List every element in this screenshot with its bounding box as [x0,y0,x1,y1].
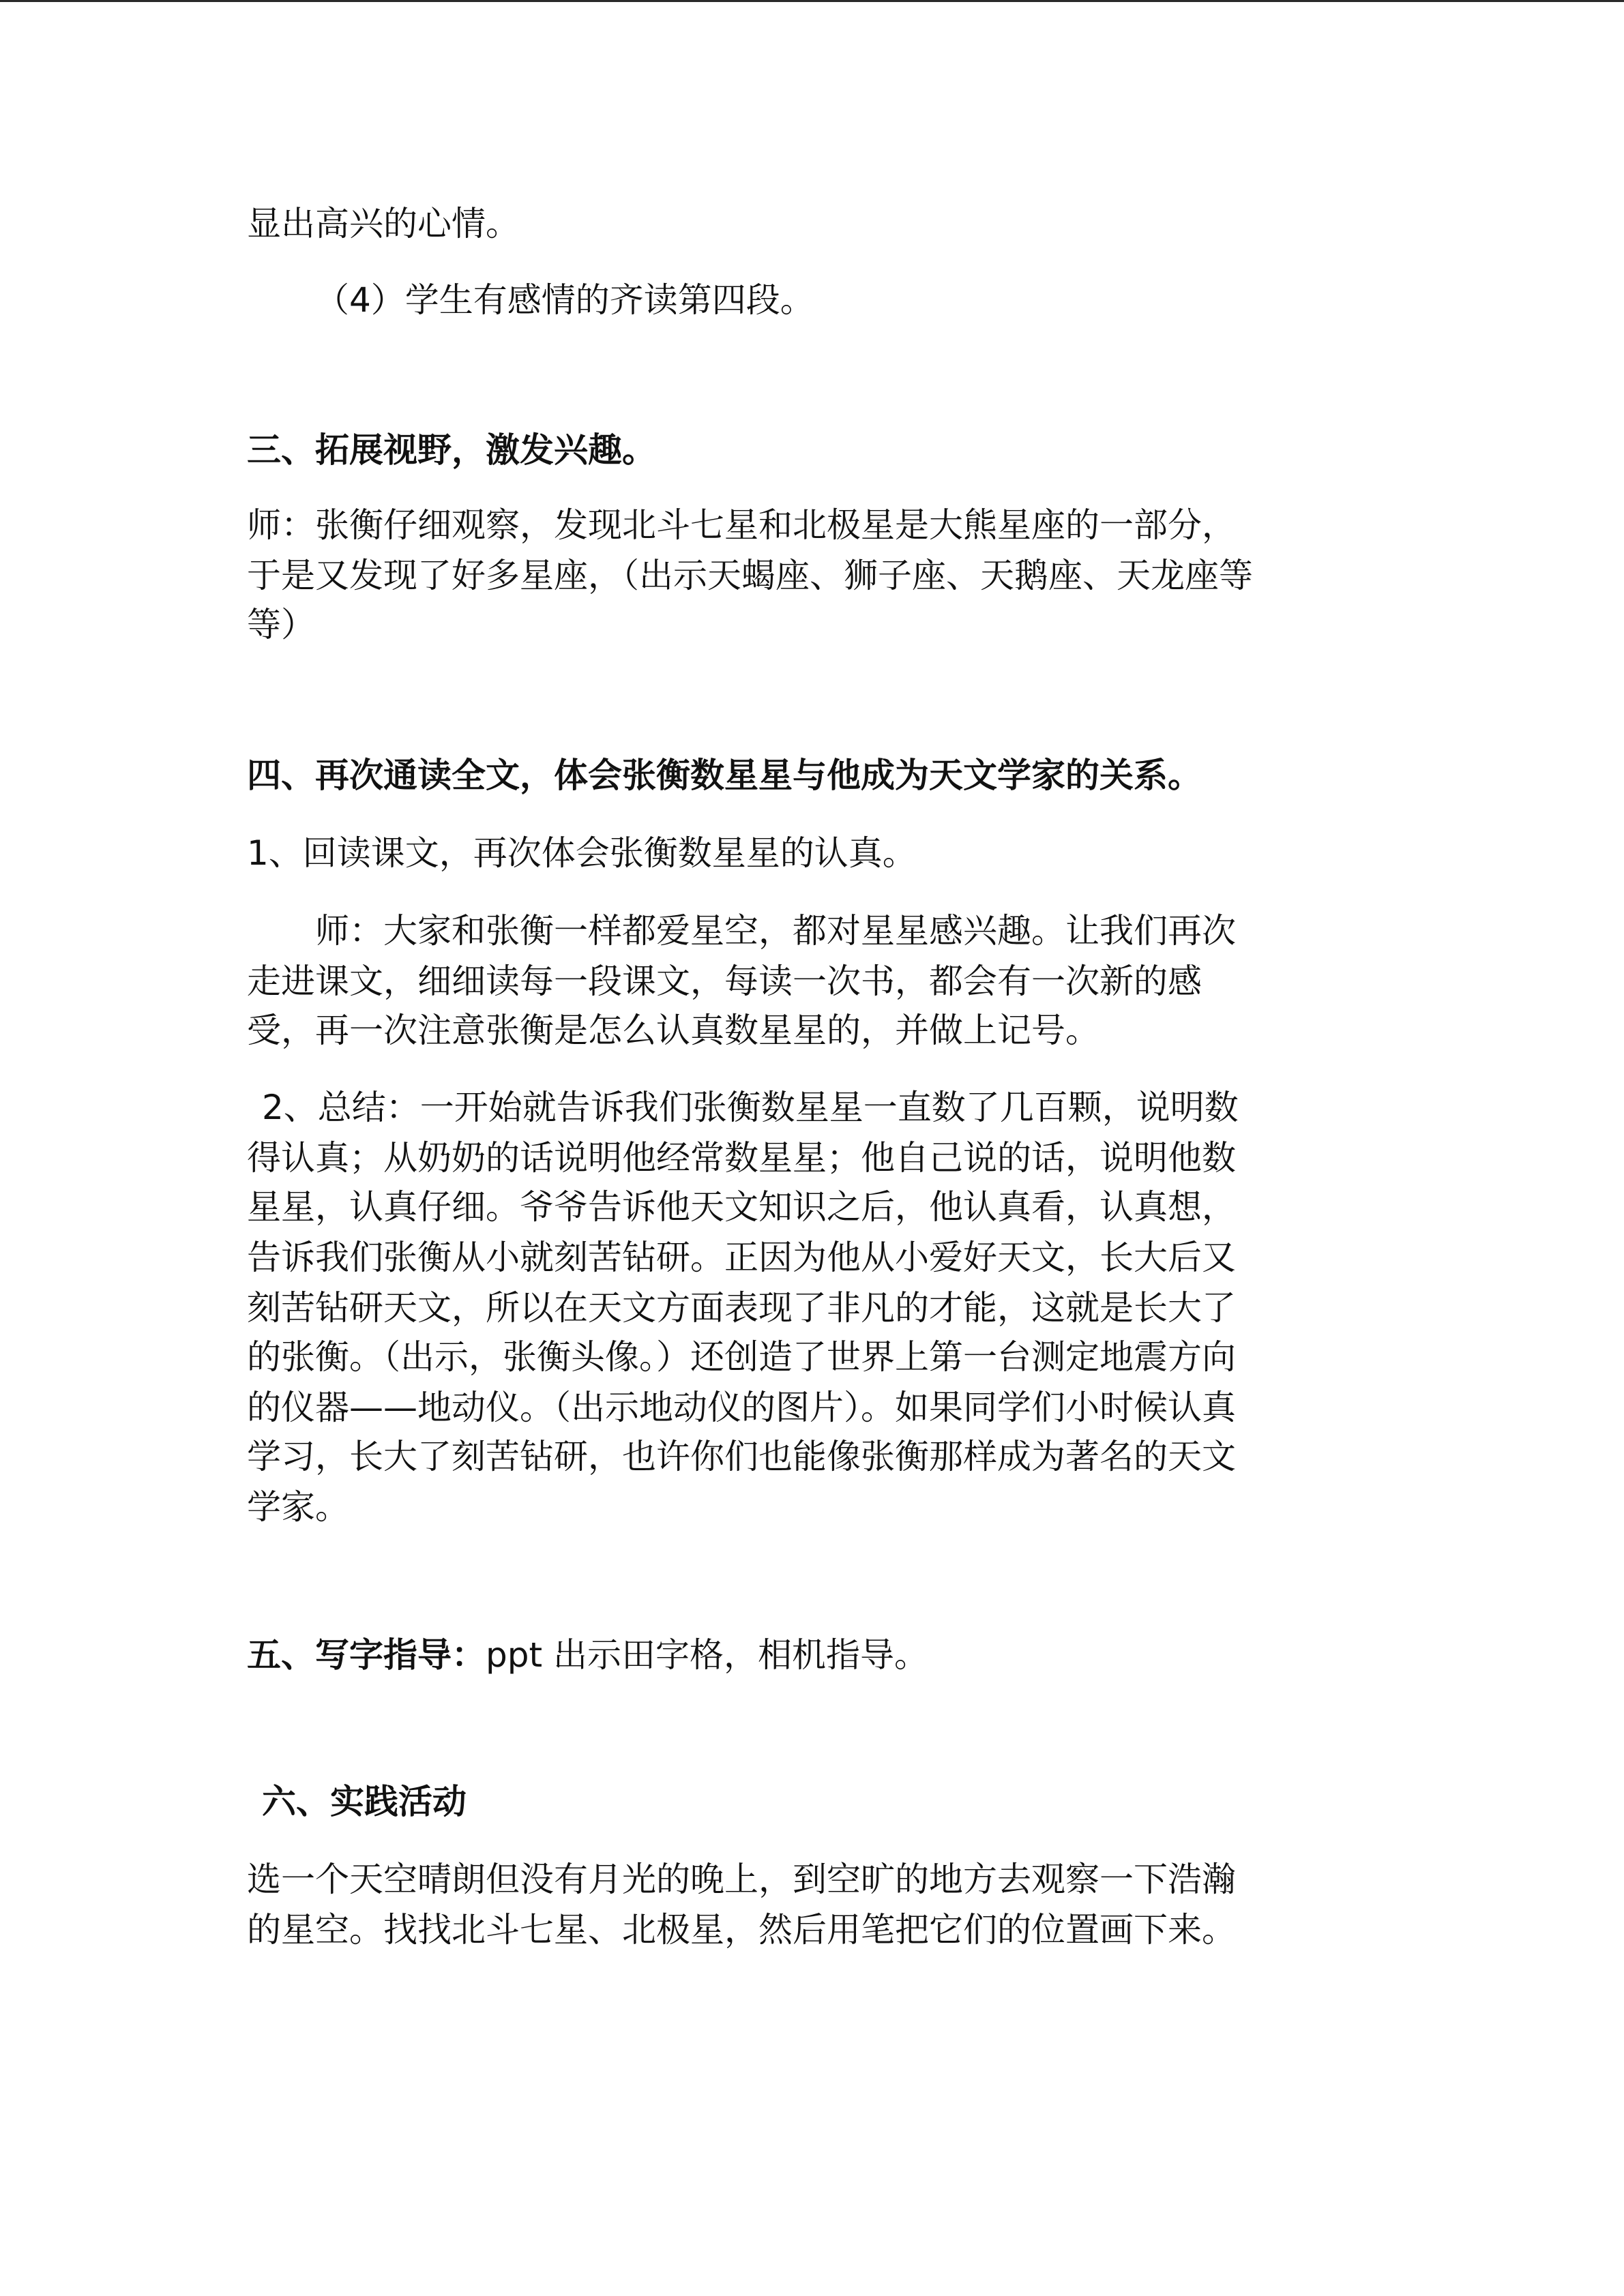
section-5-heading: 五、写字指导： [247,1635,486,1675]
section-5-text: ppt 出示田字格，相机指导。 [486,1635,928,1675]
section-3-line: 等） [247,605,315,644]
section-4-heading: 四、再次通读全文，体会张衡数星星与他成为天文学家的关系。 [247,756,1202,795]
summary-line: 星星，认真仔细。爷爷告诉他天文知识之后，他认真看，认真想， [247,1187,1236,1227]
section-3-line: 师：张衡仔细观察，发现北斗七星和北极星是大熊星座的一部分， [247,505,1236,545]
section-6-heading: 六、实践活动 [262,1782,467,1821]
continuation-line: 显出高兴的心情。 [247,204,520,243]
summary-line: 的仪器——地动仪。（出示地动仪的图片）。如果同学们小时候认真 [247,1388,1236,1427]
section-3-heading: 三、拓展视野，激发兴趣。 [247,430,656,470]
section-3-line: 于是又发现了好多星座，（出示天蝎座、狮子座、天鹅座、天龙座等 [247,556,1253,595]
section-5-line [247,1635,928,1675]
summary-line: 学习，长大了刻苦钻研，也许你们也能像张衡那样成为著名的天文 [247,1437,1236,1476]
teacher-line: 师：大家和张衡一样都爱星空，都对星星感兴趣。让我们再次 [315,911,1236,951]
teacher-line: 受，再一次注意张衡是怎么认真数星星的，并做上记号。 [247,1011,1099,1050]
summary-line: 告诉我们张衡从小就刻苦钻研。正因为他从小爱好天文，长大后又 [247,1238,1236,1277]
section-6-line: 的星空。找找北斗七星、北极星，然后用笔把它们的位置画下来。 [247,1910,1236,1950]
teacher-line: 走进课文，细细读每一段课文，每读一次书，都会有一次新的感 [247,961,1202,1001]
summary-line: 得认真；从奶奶的话说明他经常数星星；他自己说的话，说明他数 [247,1138,1236,1178]
summary-line: 的张衡。（出示，张衡头像。）还创造了世界上第一台测定地震方向 [247,1337,1236,1377]
section-6-line: 选一个天空晴朗但没有月光的晚上，到空旷的地方去观察一下浩瀚 [247,1860,1236,1899]
step-4-line: （4）学生有感情的齐读第四段。 [315,280,814,320]
summary-line: 学家。 [247,1487,349,1527]
page-top-border [0,0,1624,2]
section-4-item-1: 1、回读课文，再次体会张衡数星星的认真。 [247,833,917,873]
summary-line: 刻苦钻研天文，所以在天文方面表现了非凡的才能，这就是长大了 [247,1288,1236,1328]
summary-line: 2、总结：一开始就告诉我们张衡数星星一直数了几百颗，说明数 [262,1088,1239,1127]
